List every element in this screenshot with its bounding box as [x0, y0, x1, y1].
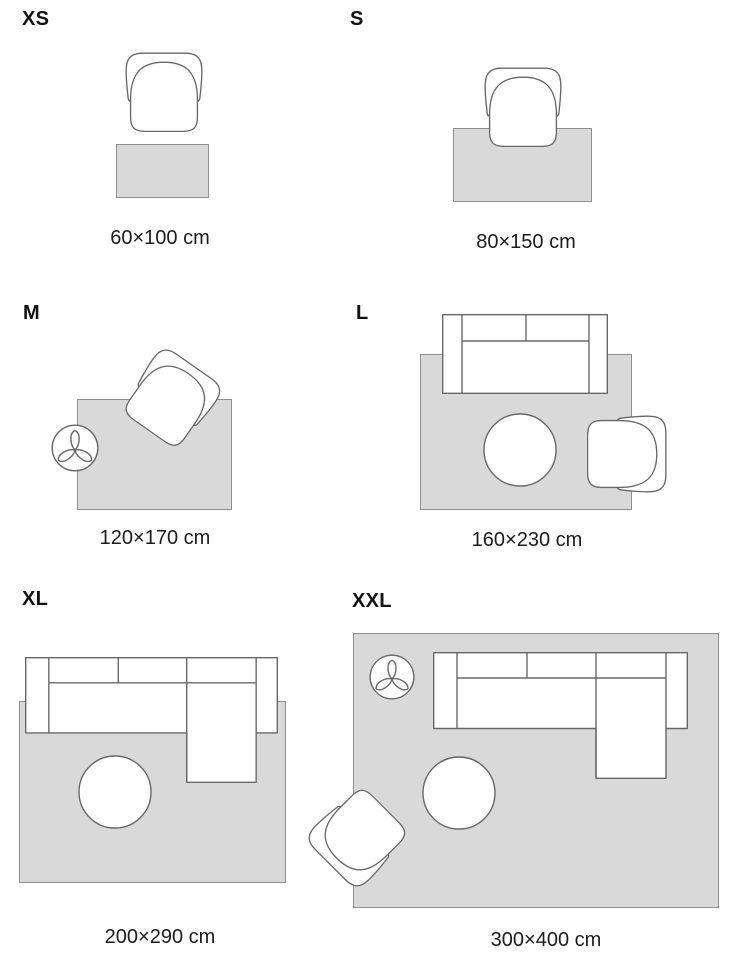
plant [51, 424, 99, 472]
dimensions-xxl: 300×400 cm [490, 929, 602, 951]
rug-xs [116, 144, 209, 198]
dimensions-xs: 60×100 cm [110, 227, 210, 249]
dimensions-s: 80×150 cm [476, 231, 576, 253]
coffee-table [422, 756, 496, 830]
size-label-m: M [23, 302, 40, 324]
armchair [122, 44, 206, 132]
size-label-xl: XL [22, 588, 49, 610]
size-label-xs: XS [22, 8, 50, 30]
armchair [587, 412, 675, 496]
size-label-xxl: XXL [352, 590, 392, 612]
armchair [481, 59, 565, 147]
dimensions-l: 160×230 cm [471, 529, 583, 551]
sofa [442, 314, 608, 394]
coffee-table [78, 755, 152, 829]
dimensions-xl: 200×290 cm [104, 926, 216, 948]
coffee-table [483, 413, 557, 487]
size-label-l: L [356, 302, 369, 324]
size-label-s: S [350, 8, 364, 30]
dimensions-m: 120×170 cm [99, 527, 211, 549]
plant [369, 654, 415, 700]
